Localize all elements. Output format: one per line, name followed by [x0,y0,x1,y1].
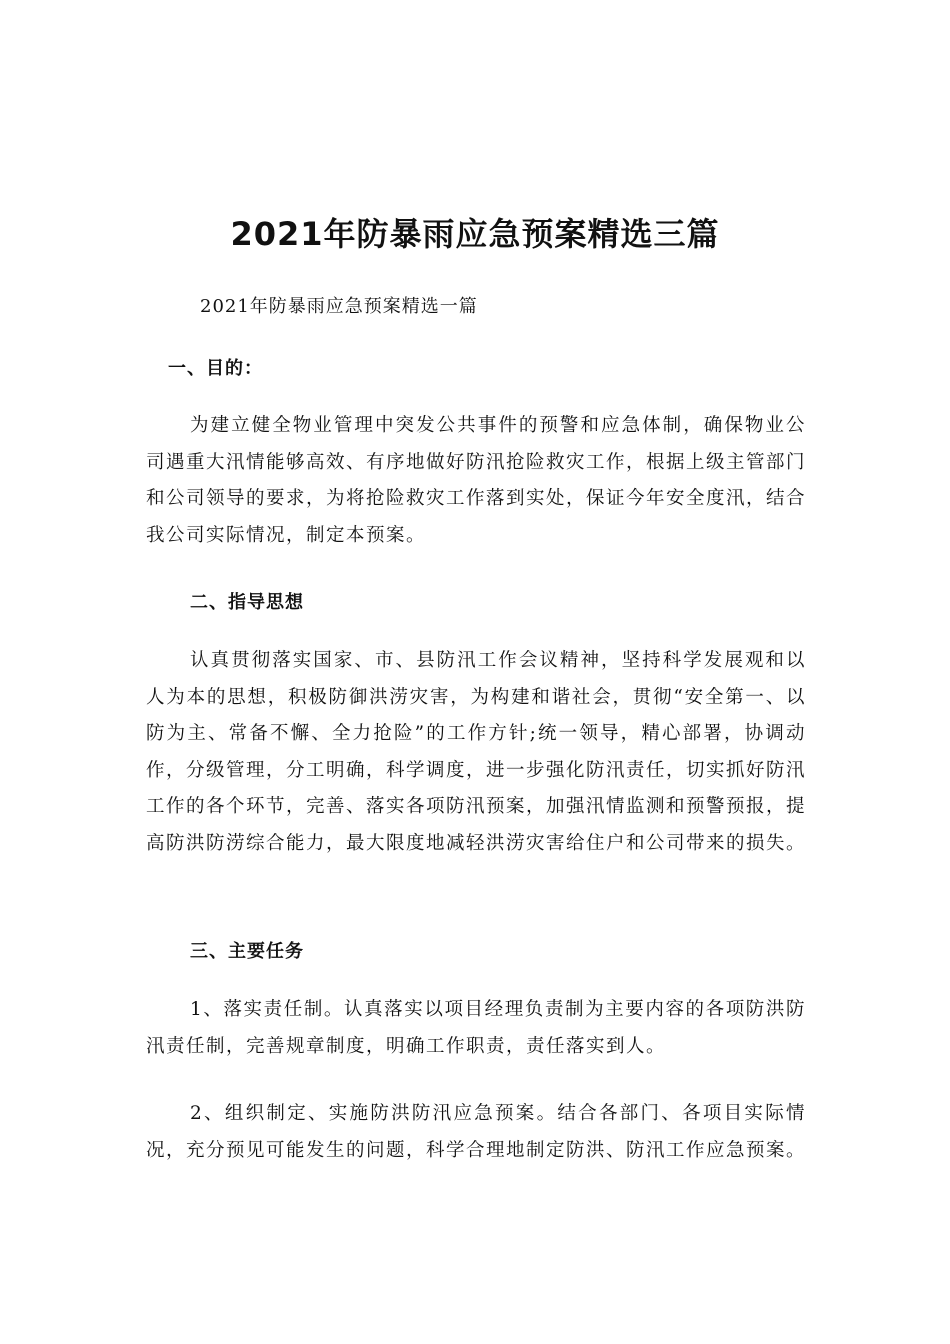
section-paragraph: 1、落实责任制。认真落实以项目经理负责制为主要内容的各项防洪防汛责任制，完善规章制度，明确工作职责，责任落实到人。 [146,999,806,1057]
document-subtitle: 2021年防暴雨应急预案精选一篇 [200,296,478,317]
section-heading-main-tasks: 三、主要任务 [190,941,304,962]
section-paragraph: 为建立健全物业管理中突发公共事件的预警和应急体制，确保物业公司遇重大汛情能够高效、有序地做好防汛抢险救灾工作，根据上级主管部门和公司领导的要求，为将抢险救灾工作落到实处，保证今年安全度汛，结合我公司实际情况，制定本预案。 [146,415,807,546]
document-title: 2021年防暴雨应急预案精选三篇 [230,215,720,253]
section-paragraph: 认真贯彻落实国家、市、县防汛工作会议精神，坚持科学发展观和以人为本的思想，积极防御洪涝灾害，为构建和谐社会，贯彻“安全第一、以防为主、常备不懈、全力抢险”的工作方针;统一领导，精心部署，协调动作，分级管理，分工明确，科学调度，进一步强化防汛责任，切实抓好防汛工作的各个环节，完善、落实各项防汛预案，加强汛情监测和预警预报，提高防洪防涝综合能力，最大限度地减轻洪涝灾害给住户和公司带来的损失。 [146,650,807,854]
section-paragraph: 2、组织制定、实施防洪防汛应急预案。结合各部门、各项目实际情况，充分预见可能发生的问题，科学合理地制定防洪、防汛工作应急预案。 [146,1103,807,1161]
section-heading-purpose: 一、目的： [168,358,263,379]
section-heading-guiding-thought: 二、指导思想 [190,592,304,613]
